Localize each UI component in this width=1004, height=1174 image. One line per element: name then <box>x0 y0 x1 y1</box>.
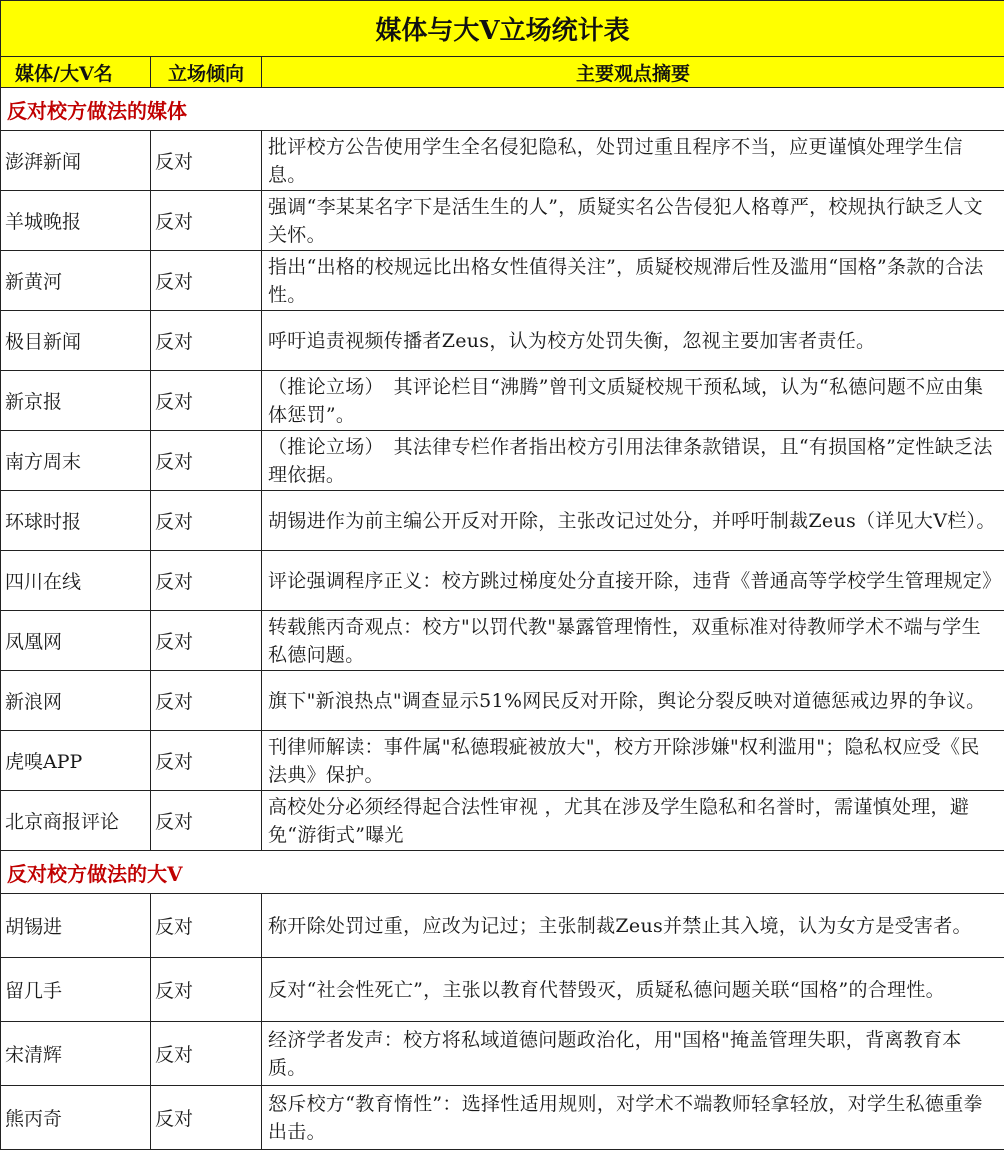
cell-name: 虎嗅APP <box>1 731 151 791</box>
cell-stance: 反对 <box>151 1086 262 1150</box>
table-row <box>1 251 1004 311</box>
cell-name: 北京商报评论 <box>1 791 151 851</box>
cell-view: 指出“出格的校规远比出格女性值得关注”，质疑校规滞后性及滥用“国格”条款的合法性。 <box>262 251 1004 311</box>
cell-stance: 反对 <box>151 731 262 791</box>
table-row <box>1 1086 1004 1150</box>
cell-stance: 反对 <box>151 491 262 551</box>
table-row <box>1 611 1004 671</box>
header-row <box>1 57 1004 88</box>
table-row <box>1 371 1004 431</box>
table-row <box>1 191 1004 251</box>
table-row <box>1 311 1004 371</box>
section-row <box>1 851 1004 894</box>
section-heading: 反对校方做法的媒体 <box>1 88 1004 131</box>
cell-name: 新京报 <box>1 371 151 431</box>
cell-name: 凤凰网 <box>1 611 151 671</box>
cell-stance: 反对 <box>151 251 262 311</box>
table-row <box>1 551 1004 611</box>
cell-stance: 反对 <box>151 671 262 731</box>
cell-name: 熊丙奇 <box>1 1086 151 1150</box>
section-row <box>1 88 1004 131</box>
table-title: 媒体与大V立场统计表 <box>1 1 1004 57</box>
cell-stance: 反对 <box>151 611 262 671</box>
cell-name: 澎湃新闻 <box>1 131 151 191</box>
cell-stance: 反对 <box>151 311 262 371</box>
table-row <box>1 958 1004 1022</box>
cell-view: 转载熊丙奇观点：校方"以罚代教"暴露管理惰性，双重标准对待教师学术不端与学生私德问题。 <box>262 611 1004 671</box>
table-row <box>1 731 1004 791</box>
cell-view: 强调“李某某名字下是活生生的人”，质疑实名公告侵犯人格尊严，校规执行缺乏人文关怀。 <box>262 191 1004 251</box>
cell-view: 经济学者发声：校方将私域道德问题政治化，用"国格"掩盖管理失职，背离教育本质。 <box>262 1022 1004 1086</box>
cell-name: 环球时报 <box>1 491 151 551</box>
table-row <box>1 791 1004 851</box>
cell-stance: 反对 <box>151 131 262 191</box>
cell-name: 四川在线 <box>1 551 151 611</box>
header-view: 主要观点摘要 <box>262 57 1004 88</box>
table-row <box>1 671 1004 731</box>
cell-stance: 反对 <box>151 191 262 251</box>
cell-view: 评论强调程序正义：校方跳过梯度处分直接开除，违背《普通高等学校学生管理规定》 <box>262 551 1004 611</box>
cell-name: 南方周末 <box>1 431 151 491</box>
cell-view: （推论立场） 其法律专栏作者指出校方引用法律条款错误，且“有损国格”定性缺乏法理依据。 <box>262 431 1004 491</box>
cell-view: 刊律师解读：事件属"私德瑕疵被放大"，校方开除涉嫌"权利滥用"；隐私权应受《民法典》保护。 <box>262 731 1004 791</box>
cell-view: 胡锡进作为前主编公开反对开除，主张改记过处分，并呼吁制裁Zeus（详见大V栏）。 <box>262 491 1004 551</box>
cell-view: 批评校方公告使用学生全名侵犯隐私，处罚过重且程序不当，应更谨慎处理学生信息。 <box>262 131 1004 191</box>
table-row <box>1 131 1004 191</box>
cell-stance: 反对 <box>151 371 262 431</box>
cell-stance: 反对 <box>151 958 262 1022</box>
cell-stance: 反对 <box>151 1022 262 1086</box>
cell-name: 羊城晚报 <box>1 191 151 251</box>
cell-stance: 反对 <box>151 894 262 958</box>
cell-view: （推论立场） 其评论栏目“沸腾”曾刊文质疑校规干预私域，认为“私德问题不应由集体惩罚”。 <box>262 371 1004 431</box>
cell-stance: 反对 <box>151 551 262 611</box>
table-row <box>1 491 1004 551</box>
table-row <box>1 1022 1004 1086</box>
header-name: 媒体/大V名 <box>1 57 151 88</box>
table-row <box>1 894 1004 958</box>
section-heading: 反对校方做法的大V <box>1 851 1004 894</box>
cell-view: 高校处分必须经得起合法性审视 ，尤其在涉及学生隐私和名誉时，需谨慎处理，避免“游街式”曝光 <box>262 791 1004 851</box>
cell-stance: 反对 <box>151 431 262 491</box>
cell-name: 新浪网 <box>1 671 151 731</box>
table-row <box>1 431 1004 491</box>
cell-view: 反对“社会性死亡”，主张以教育代替毁灭，质疑私德问题关联“国格”的合理性。 <box>262 958 1004 1022</box>
cell-name: 留几手 <box>1 958 151 1022</box>
cell-name: 宋清辉 <box>1 1022 151 1086</box>
cell-view: 怒斥校方“教育惰性”：选择性适用规则，对学术不端教师轻拿轻放，对学生私德重拳出击。 <box>262 1086 1004 1150</box>
cell-view: 呼吁追责视频传播者Zeus，认为校方处罚失衡，忽视主要加害者责任。 <box>262 311 1004 371</box>
cell-name: 胡锡进 <box>1 894 151 958</box>
cell-view: 称开除处罚过重，应改为记过；主张制裁Zeus并禁止其入境，认为女方是受害者。 <box>262 894 1004 958</box>
header-stance: 立场倾向 <box>151 57 262 88</box>
cell-name: 新黄河 <box>1 251 151 311</box>
cell-name: 极目新闻 <box>1 311 151 371</box>
cell-view: 旗下"新浪热点"调查显示51%网民反对开除，舆论分裂反映对道德惩戒边界的争议。 <box>262 671 1004 731</box>
cell-stance: 反对 <box>151 791 262 851</box>
